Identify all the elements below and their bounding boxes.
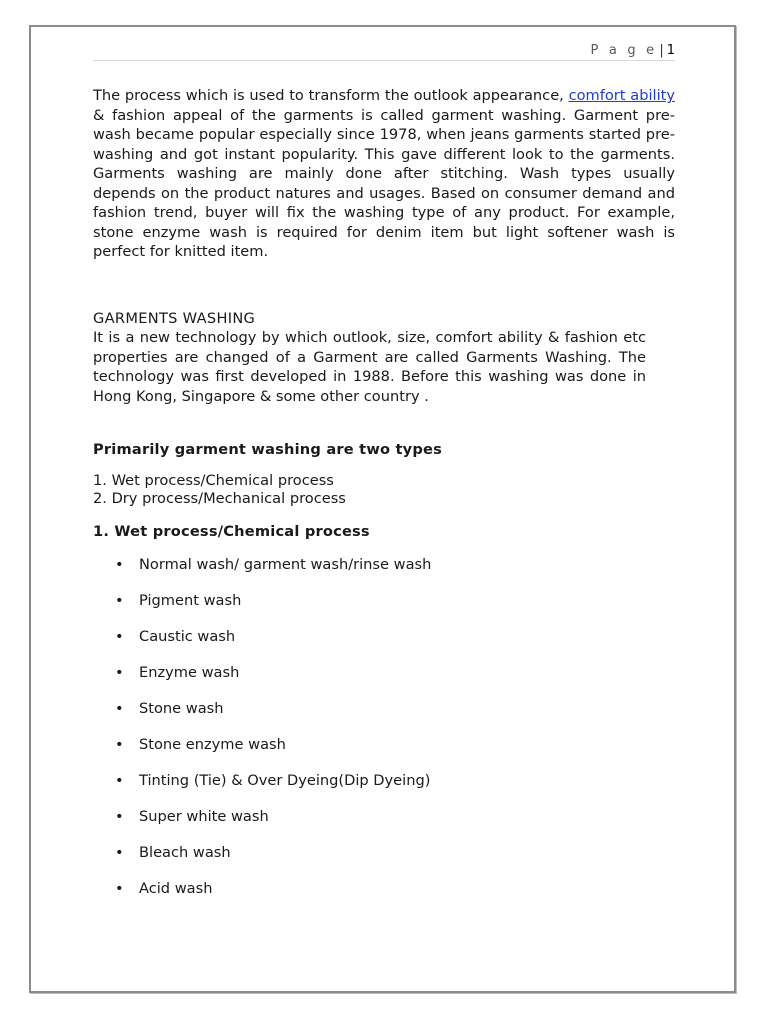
washing-types-list (93, 472, 675, 508)
bullet-icon: • (115, 556, 124, 573)
bullet-icon: • (115, 592, 124, 609)
list-item (93, 808, 675, 844)
list-item-label: Stone wash (139, 700, 224, 717)
bullet-icon: • (115, 700, 124, 717)
list-item (93, 628, 675, 664)
bullet-icon: • (115, 664, 124, 681)
list-item: 1. Wet process/Chemical process (93, 471, 334, 489)
list-item-label: Stone enzyme wash (139, 736, 286, 753)
list-item: 2. Dry process/Mechanical process (93, 489, 346, 507)
list-item (93, 880, 675, 916)
list-item (93, 556, 675, 592)
page-number: 1 (666, 43, 675, 58)
list-item-label: Normal wash/ garment wash/rinse wash (139, 556, 432, 573)
page-header (93, 42, 675, 61)
intro-text-start: The process which is used to transform the outlook appearance, (93, 87, 569, 104)
list-item (93, 700, 675, 736)
document-body (93, 86, 675, 916)
bullet-icon: • (115, 880, 124, 897)
bullet-icon: • (115, 736, 124, 753)
comfort-ability-link[interactable]: comfort ability (568, 87, 675, 104)
intro-text-rest: & fashion appeal of the garments is called garment washing. Garment pre- wash became popular especially since 1978, when jeans garments started pre- washing and got instant popularity. This gave different look to the garments. Garments washing are mainly done after stitching. Wash types usually depends on the product natures and usages. Based on consumer demand and fashion trend, buyer will fix the washing type of any product. For example, stone enzyme wash is required for denim item but light softener wash is perfect for knitted item. (93, 106, 675, 260)
list-item (93, 736, 675, 772)
list-item (93, 664, 675, 700)
intro-paragraph (93, 86, 675, 262)
garments-washing-paragraph: It is a new technology by which outlook, size, comfort ability & fashion etc properties are changed of a Garment are called Garments Washing. The technology was first developed in 1988. Before this washing was done in Hong Kong, Singapore & some other country . (93, 329, 646, 405)
list-item (93, 844, 675, 880)
wet-process-heading: 1. Wet process/Chemical process (93, 522, 370, 540)
bullet-icon: • (115, 772, 124, 789)
list-item-label: Acid wash (139, 880, 213, 897)
list-item-label: Enzyme wash (139, 664, 240, 681)
list-item (93, 772, 675, 808)
bullet-icon: • (115, 628, 124, 645)
list-item-label: Caustic wash (139, 628, 236, 645)
list-item-label: Super white wash (139, 808, 269, 825)
page-separator: | (659, 43, 664, 58)
washing-types-heading: Primarily garment washing are two types (93, 441, 443, 458)
page-label: P a g e (590, 43, 658, 58)
list-item-label: Pigment wash (139, 592, 242, 609)
list-item (93, 592, 675, 628)
bullet-icon: • (115, 808, 124, 825)
wet-process-list (93, 556, 675, 916)
list-item-label: Tinting (Tie) & Over Dyeing(Dip Dyeing) (139, 772, 431, 789)
garments-washing-heading: GARMENTS WASHING (93, 309, 256, 327)
bullet-icon: • (115, 844, 124, 861)
list-item-label: Bleach wash (139, 844, 231, 861)
